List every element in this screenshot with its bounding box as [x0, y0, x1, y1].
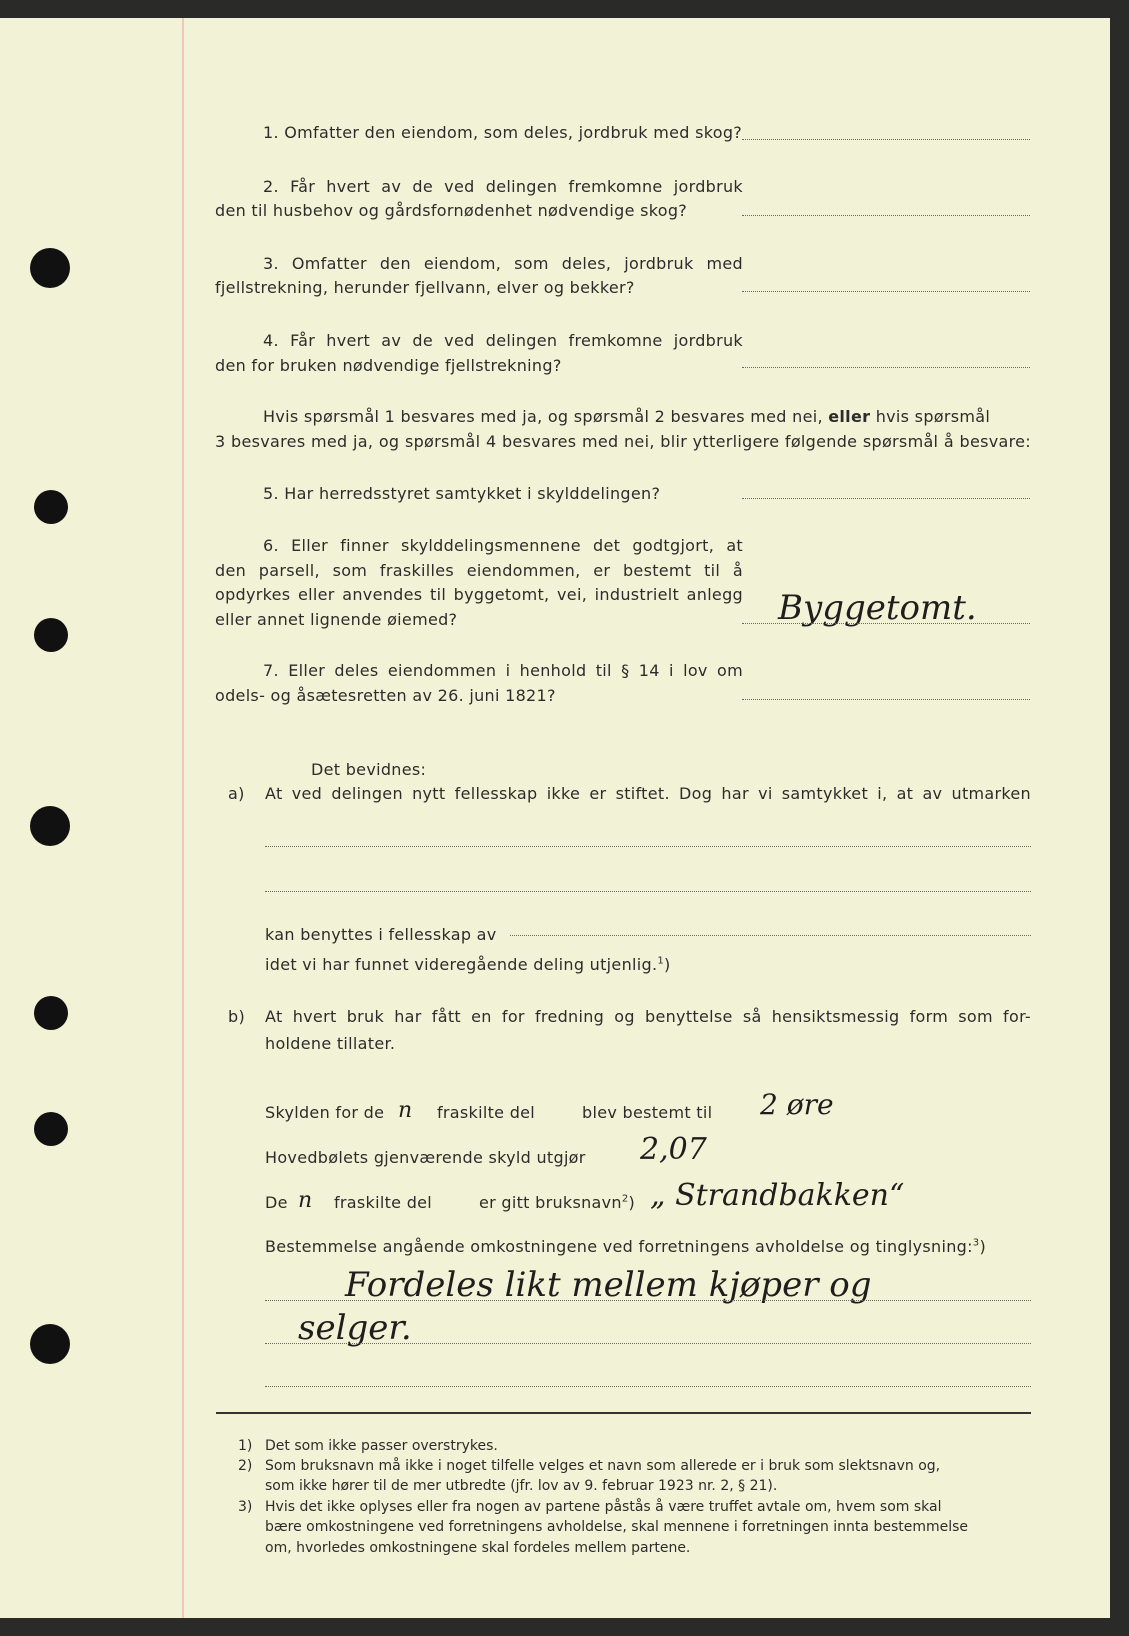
- bestemmelse-label: [265, 1237, 986, 1256]
- bestemmelse-value-1: Fordeles likt mellem kjøper og: [345, 1265, 872, 1305]
- bestemmelse-value-2: selger.: [298, 1308, 412, 1348]
- punch-hole: [34, 996, 68, 1030]
- condition-emphasis: eller: [828, 407, 871, 426]
- answer-line-1: [742, 139, 1030, 140]
- footnote-1: Det som ikke passer overstrykes.: [265, 1438, 498, 1454]
- answer-line-5: [742, 498, 1030, 499]
- kan-benyttes-label: kan benyttes i fellesskap av: [265, 925, 497, 944]
- bruksnavn-label-3: [479, 1193, 635, 1212]
- item-b-label: b): [228, 1007, 245, 1026]
- punch-hole: [30, 1324, 70, 1364]
- footnote-2-line-1: Som bruksnavn må ikke i noget tilfelle velges et navn som allerede er i bruk som slektsnavn og,: [265, 1458, 941, 1474]
- answer-line-3: [742, 291, 1030, 292]
- hovedbol-value: 2,07: [640, 1132, 707, 1167]
- skyld-label-3: blev bestemt til: [582, 1103, 713, 1122]
- question-4-line-1: 4. Får hvert av de ved delingen fremkomne jordbruk: [263, 331, 743, 350]
- question-7-line-2: odels- og åsætesretten av 26. juni 1821?: [215, 686, 556, 705]
- item-b-text-2: holdene tillater.: [265, 1034, 396, 1053]
- utmark-line-2: [265, 891, 1031, 892]
- fellesskap-line: [510, 935, 1031, 936]
- condition-text: hvis spørsmål: [875, 407, 991, 426]
- question-3-line-2: fjellstrekning, herunder fjellvann, elver og bekker?: [215, 278, 635, 297]
- footnote-2-line-2: som ikke hører til de mer utbredte (jfr. lov av 9. februar 1923 nr. 2, § 21).: [265, 1478, 778, 1494]
- footnote-ref-3: 3: [972, 1237, 980, 1249]
- punch-hole: [30, 248, 70, 288]
- footnote-1-mark: 1): [238, 1438, 253, 1454]
- footnote-ref-close: ): [664, 955, 671, 974]
- question-4-line-2: den for bruken nødvendige fjellstrekning?: [215, 356, 562, 375]
- punch-hole: [34, 490, 68, 524]
- bruksnavn-label-2: fraskilte del: [334, 1193, 433, 1212]
- question-6-line-4: eller annet lignende øiemed?: [215, 610, 458, 629]
- answer-line-7: [742, 699, 1030, 700]
- answer-line-6: [742, 623, 1030, 624]
- skyld-value: 2 øre: [760, 1088, 834, 1121]
- footnote-ref-close: ): [628, 1193, 636, 1212]
- answer-line-2: [742, 215, 1030, 216]
- utmark-line-1: [265, 846, 1031, 847]
- bestemmelse-line-2: [265, 1343, 1031, 1344]
- bestemmelse-line-1: [265, 1300, 1031, 1301]
- skyld-mark: n: [398, 1098, 413, 1123]
- bruksnavn-mark: n: [298, 1188, 313, 1213]
- question-6-line-2: den parsell, som fraskilles eiendommen, er bestemt til å: [215, 561, 743, 580]
- hovedbol-label: Hovedbølets gjenværende skyld utgjør: [265, 1148, 586, 1167]
- bruksnavn-label-1: De: [265, 1193, 288, 1212]
- footnote-separator: [216, 1412, 1031, 1414]
- condition-text: Hvis spørsmål 1 besvares med ja, og spørsmål 2 besvares med nei,: [263, 407, 823, 426]
- footnote-3-line-1: Hvis det ikke oplyses eller fra nogen av partene påstås å være truffet avtale om, hvem som skal: [265, 1499, 942, 1515]
- condition-line-1: [263, 407, 990, 426]
- bruksnavn-label-text: er gitt bruksnavn: [479, 1193, 622, 1212]
- question-5: 5. Har herredsstyret samtykket i skylddelingen?: [263, 484, 661, 503]
- skyld-label-2: fraskilte del: [437, 1103, 536, 1122]
- idet-sentence: idet vi har funnet videregående deling utjenlig.: [265, 955, 658, 974]
- question-2-line-2: den til husbehov og gårdsfornødenhet nødvendige skog?: [215, 201, 688, 220]
- question-6-line-1: 6. Eller finner skylddelingsmennene det godtgjort, at: [263, 536, 743, 555]
- bestemmelse-label-text: Bestemmelse angående omkostningene ved forretningens avholdelse og tinglysning:: [265, 1237, 973, 1256]
- question-6-line-3: opdyrkes eller anvendes til byggetomt, vei, industrielt anlegg: [215, 585, 743, 604]
- question-3-line-1: 3. Omfatter den eiendom, som deles, jordbruk med: [263, 254, 743, 273]
- punch-hole: [30, 806, 70, 846]
- skyld-label: [265, 1103, 384, 1122]
- footnote-ref-close: ): [979, 1237, 986, 1256]
- footnote-3-line-3: om, hvorledes omkostningene skal fordeles mellem partene.: [265, 1540, 691, 1556]
- item-b-text-1: At hvert bruk har fått en for fredning og benyttelse så hensiktsmessig form som for-: [265, 1007, 1031, 1026]
- bestemmelse-line-3: [265, 1386, 1031, 1387]
- question-6-answer: Byggetomt.: [778, 588, 977, 628]
- punch-hole: [34, 618, 68, 652]
- footnote-3-line-2: bære omkostningene ved forretningens avholdelse, skal mennene i forretningen innta bestemmelse: [265, 1519, 969, 1535]
- footnote-ref-2: 2: [621, 1193, 629, 1205]
- condition-line-2: 3 besvares med ja, og spørsmål 4 besvares med nei, blir ytterligere følgende spørsmål å besvare:: [215, 432, 1031, 451]
- footnote-ref-1: 1: [657, 955, 665, 967]
- certify-intro: Det bevidnes:: [311, 760, 427, 779]
- bruksnavn-value: „ Strandbakken“: [650, 1178, 905, 1213]
- margin-rule: [182, 18, 184, 1618]
- item-a-text: At ved delingen nytt fellesskap ikke er stiftet. Dog har vi samtykket i, at av utmarken: [265, 784, 1031, 803]
- idet-text: [265, 955, 671, 974]
- answer-line-4: [742, 367, 1030, 368]
- skyld-label-text: Skylden for de: [265, 1103, 385, 1122]
- question-7-line-1: 7. Eller deles eiendommen i henhold til § 14 i lov om: [263, 661, 743, 680]
- item-a-label: a): [228, 784, 245, 803]
- question-2-line-1: 2. Får hvert av de ved delingen fremkomne jordbruk: [263, 177, 743, 196]
- punch-hole: [34, 1112, 68, 1146]
- question-1: 1. Omfatter den eiendom, som deles, jordbruk med skog?: [263, 123, 743, 142]
- footnote-3-mark: 3): [238, 1499, 253, 1515]
- footnote-2-mark: 2): [238, 1458, 253, 1474]
